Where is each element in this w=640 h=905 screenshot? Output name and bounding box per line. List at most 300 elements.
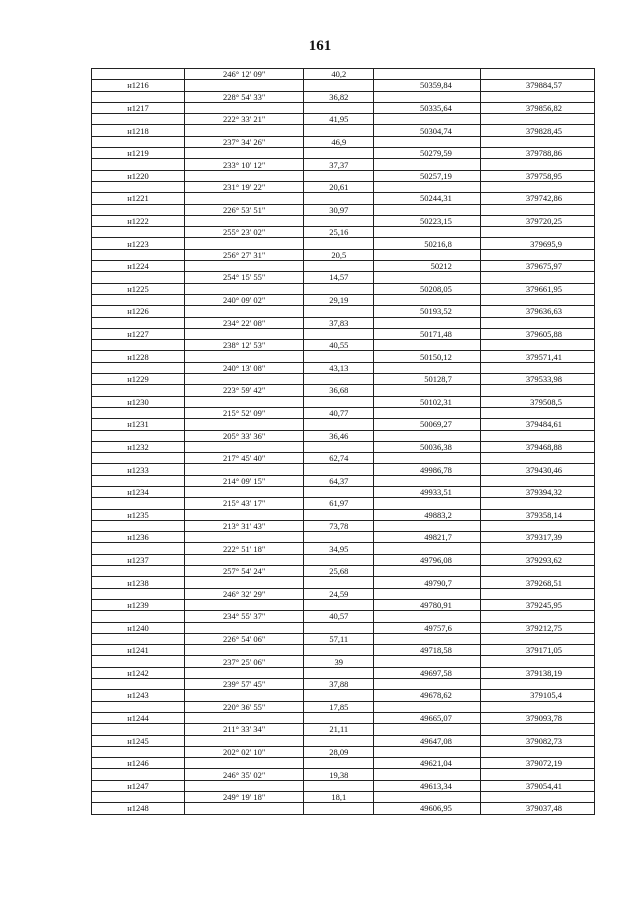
- length-cell: 39: [304, 656, 374, 667]
- bearing-cell: [184, 351, 303, 362]
- x-cell: [374, 407, 481, 418]
- segment-row: [92, 272, 595, 283]
- length-cell: [304, 351, 374, 362]
- bearing-cell: [184, 599, 303, 610]
- segment-row: [92, 724, 595, 735]
- length-cell: [304, 690, 374, 701]
- point-row: [92, 193, 595, 204]
- y-cell: [480, 272, 594, 283]
- x-cell: 49790,7: [374, 577, 481, 588]
- bearing-cell: 240° 13' 08": [184, 362, 303, 373]
- y-cell: [480, 114, 594, 125]
- length-cell: 24,59: [304, 588, 374, 599]
- y-cell: [480, 588, 594, 599]
- point-cell: н1240: [92, 622, 185, 633]
- length-cell: 37,88: [304, 679, 374, 690]
- point-cell: [92, 701, 185, 712]
- bearing-cell: 226° 54' 06": [184, 633, 303, 644]
- length-cell: [304, 306, 374, 317]
- length-cell: 37,37: [304, 159, 374, 170]
- length-cell: 34,95: [304, 543, 374, 554]
- point-cell: [92, 520, 185, 531]
- point-cell: н1245: [92, 735, 185, 746]
- y-cell: 379394,32: [480, 486, 594, 497]
- length-cell: 28,09: [304, 746, 374, 757]
- y-cell: 379171,05: [480, 645, 594, 656]
- length-cell: [304, 622, 374, 633]
- point-cell: [92, 181, 185, 192]
- y-cell: [480, 498, 594, 509]
- x-cell: [374, 520, 481, 531]
- length-cell: 14,57: [304, 272, 374, 283]
- length-cell: 64,37: [304, 475, 374, 486]
- point-row: [92, 464, 595, 475]
- point-cell: [92, 792, 185, 803]
- y-cell: 379508,5: [480, 396, 594, 407]
- point-row: [92, 283, 595, 294]
- y-cell: 379268,51: [480, 577, 594, 588]
- point-cell: [92, 566, 185, 577]
- point-cell: [92, 362, 185, 373]
- bearing-cell: [184, 758, 303, 769]
- bearing-cell: 246° 35' 02": [184, 769, 303, 780]
- x-cell: 50359,84: [374, 80, 481, 91]
- length-cell: 40,57: [304, 611, 374, 622]
- point-cell: н1224: [92, 261, 185, 272]
- bearing-cell: [184, 712, 303, 723]
- y-cell: 379533,98: [480, 374, 594, 385]
- y-cell: 379430,46: [480, 464, 594, 475]
- point-row: [92, 735, 595, 746]
- segment-row: [92, 475, 595, 486]
- point-row: [92, 712, 595, 723]
- y-cell: 379571,41: [480, 351, 594, 362]
- bearing-cell: 215° 52' 09": [184, 407, 303, 418]
- bearing-cell: 237° 25' 06": [184, 656, 303, 667]
- point-row: [92, 532, 595, 543]
- y-cell: 379828,45: [480, 125, 594, 136]
- x-cell: 50193,52: [374, 306, 481, 317]
- length-cell: [304, 102, 374, 113]
- point-cell: [92, 249, 185, 260]
- length-cell: 40,55: [304, 340, 374, 351]
- bearing-cell: 211° 33' 34": [184, 724, 303, 735]
- bearing-cell: 205° 33' 36": [184, 430, 303, 441]
- x-cell: 50208,05: [374, 283, 481, 294]
- x-cell: 50244,31: [374, 193, 481, 204]
- bearing-cell: 213° 31' 43": [184, 520, 303, 531]
- bearing-cell: [184, 283, 303, 294]
- y-cell: [480, 204, 594, 215]
- point-cell: н1223: [92, 238, 185, 249]
- x-cell: [374, 679, 481, 690]
- y-cell: 379468,88: [480, 441, 594, 452]
- bearing-cell: 237° 34' 26": [184, 136, 303, 147]
- point-cell: [92, 679, 185, 690]
- length-cell: [304, 283, 374, 294]
- x-cell: 50150,12: [374, 351, 481, 362]
- length-cell: [304, 758, 374, 769]
- point-row: [92, 780, 595, 791]
- segment-row: [92, 792, 595, 803]
- x-cell: [374, 114, 481, 125]
- length-cell: 19,38: [304, 769, 374, 780]
- segment-row: [92, 136, 595, 147]
- length-cell: 21,11: [304, 724, 374, 735]
- length-cell: [304, 374, 374, 385]
- length-cell: 18,1: [304, 792, 374, 803]
- y-cell: [480, 769, 594, 780]
- y-cell: [480, 407, 594, 418]
- x-cell: [374, 91, 481, 102]
- segment-row: [92, 340, 595, 351]
- segment-row: [92, 114, 595, 125]
- point-cell: н1222: [92, 215, 185, 226]
- point-row: [92, 215, 595, 226]
- x-cell: 50279,59: [374, 148, 481, 159]
- point-cell: [92, 611, 185, 622]
- bearing-cell: 256° 27' 31": [184, 249, 303, 260]
- length-cell: [304, 419, 374, 430]
- point-cell: [92, 317, 185, 328]
- bearing-cell: 246° 12' 09": [184, 69, 303, 80]
- y-cell: 379054,41: [480, 780, 594, 791]
- bearing-cell: [184, 554, 303, 565]
- x-cell: [374, 385, 481, 396]
- table-body: [92, 69, 595, 815]
- y-cell: 379742,86: [480, 193, 594, 204]
- point-cell: н1220: [92, 170, 185, 181]
- segment-row: [92, 679, 595, 690]
- point-cell: [92, 724, 185, 735]
- point-cell: [92, 159, 185, 170]
- y-cell: [480, 430, 594, 441]
- x-cell: [374, 272, 481, 283]
- point-cell: н1226: [92, 306, 185, 317]
- bearing-cell: 222° 51' 18": [184, 543, 303, 554]
- x-cell: 50069,27: [374, 419, 481, 430]
- point-cell: н1233: [92, 464, 185, 475]
- point-cell: [92, 769, 185, 780]
- y-cell: [480, 633, 594, 644]
- y-cell: [480, 136, 594, 147]
- point-cell: н1221: [92, 193, 185, 204]
- bearing-cell: [184, 780, 303, 791]
- segment-row: [92, 294, 595, 305]
- x-cell: 49697,58: [374, 667, 481, 678]
- point-cell: н1216: [92, 80, 185, 91]
- length-cell: 29,19: [304, 294, 374, 305]
- length-cell: [304, 532, 374, 543]
- point-cell: н1227: [92, 328, 185, 339]
- y-cell: [480, 317, 594, 328]
- point-cell: [92, 114, 185, 125]
- segment-row: [92, 520, 595, 531]
- coordinates-table: [91, 68, 595, 815]
- y-cell: 379082,73: [480, 735, 594, 746]
- bearing-cell: [184, 170, 303, 181]
- point-cell: [92, 227, 185, 238]
- bearing-cell: 249° 19' 18": [184, 792, 303, 803]
- segment-row: [92, 249, 595, 260]
- y-cell: 379105,4: [480, 690, 594, 701]
- length-cell: 62,74: [304, 453, 374, 464]
- point-cell: н1217: [92, 102, 185, 113]
- x-cell: 49665,07: [374, 712, 481, 723]
- point-cell: н1243: [92, 690, 185, 701]
- length-cell: [304, 577, 374, 588]
- bearing-cell: 228° 54' 33": [184, 91, 303, 102]
- x-cell: 50102,31: [374, 396, 481, 407]
- y-cell: [480, 475, 594, 486]
- point-cell: н1225: [92, 283, 185, 294]
- x-cell: 49796,08: [374, 554, 481, 565]
- length-cell: [304, 170, 374, 181]
- x-cell: 50304,74: [374, 125, 481, 136]
- x-cell: [374, 430, 481, 441]
- x-cell: 49678,62: [374, 690, 481, 701]
- length-cell: [304, 509, 374, 520]
- length-cell: [304, 712, 374, 723]
- point-cell: [92, 430, 185, 441]
- x-cell: [374, 249, 481, 260]
- y-cell: [480, 91, 594, 102]
- segment-row: [92, 498, 595, 509]
- y-cell: 379093,78: [480, 712, 594, 723]
- x-cell: [374, 362, 481, 373]
- point-row: [92, 645, 595, 656]
- segment-row: [92, 633, 595, 644]
- point-cell: [92, 475, 185, 486]
- length-cell: 20,61: [304, 181, 374, 192]
- point-cell: н1239: [92, 599, 185, 610]
- x-cell: 49606,95: [374, 803, 481, 814]
- x-cell: [374, 340, 481, 351]
- segment-row: [92, 453, 595, 464]
- point-row: [92, 351, 595, 362]
- x-cell: 50223,15: [374, 215, 481, 226]
- y-cell: [480, 340, 594, 351]
- segment-row: [92, 566, 595, 577]
- x-cell: [374, 633, 481, 644]
- point-row: [92, 306, 595, 317]
- bearing-cell: [184, 667, 303, 678]
- bearing-cell: [184, 102, 303, 113]
- length-cell: 36,82: [304, 91, 374, 102]
- point-cell: [92, 453, 185, 464]
- x-cell: [374, 227, 481, 238]
- y-cell: 379317,39: [480, 532, 594, 543]
- bearing-cell: [184, 306, 303, 317]
- segment-row: [92, 204, 595, 215]
- x-cell: [374, 453, 481, 464]
- bearing-cell: 202° 02' 10": [184, 746, 303, 757]
- length-cell: 40,2: [304, 69, 374, 80]
- bearing-cell: [184, 441, 303, 452]
- x-cell: 49718,58: [374, 645, 481, 656]
- segment-row: [92, 159, 595, 170]
- x-cell: [374, 159, 481, 170]
- x-cell: [374, 294, 481, 305]
- x-cell: 50128,7: [374, 374, 481, 385]
- point-cell: н1248: [92, 803, 185, 814]
- length-cell: [304, 667, 374, 678]
- segment-row: [92, 385, 595, 396]
- y-cell: [480, 249, 594, 260]
- bearing-cell: 215° 43' 17": [184, 498, 303, 509]
- bearing-cell: 234° 55' 37": [184, 611, 303, 622]
- bearing-cell: 238° 12' 53": [184, 340, 303, 351]
- x-cell: [374, 769, 481, 780]
- length-cell: 41,95: [304, 114, 374, 125]
- bearing-cell: 239° 57' 45": [184, 679, 303, 690]
- x-cell: [374, 475, 481, 486]
- point-row: [92, 170, 595, 181]
- bearing-cell: [184, 419, 303, 430]
- length-cell: [304, 193, 374, 204]
- length-cell: [304, 125, 374, 136]
- x-cell: 50257,19: [374, 170, 481, 181]
- bearing-cell: [184, 396, 303, 407]
- bearing-cell: 234° 22' 08": [184, 317, 303, 328]
- x-cell: 49613,34: [374, 780, 481, 791]
- y-cell: [480, 543, 594, 554]
- y-cell: [480, 362, 594, 373]
- y-cell: 379605,88: [480, 328, 594, 339]
- length-cell: 25,16: [304, 227, 374, 238]
- x-cell: 49647,08: [374, 735, 481, 746]
- point-row: [92, 328, 595, 339]
- y-cell: [480, 227, 594, 238]
- length-cell: 25,68: [304, 566, 374, 577]
- y-cell: [480, 566, 594, 577]
- point-row: [92, 509, 595, 520]
- point-cell: н1234: [92, 486, 185, 497]
- point-cell: [92, 498, 185, 509]
- point-cell: н1241: [92, 645, 185, 656]
- y-cell: 379293,62: [480, 554, 594, 565]
- bearing-cell: [184, 532, 303, 543]
- length-cell: [304, 441, 374, 452]
- bearing-cell: [184, 125, 303, 136]
- point-row: [92, 441, 595, 452]
- length-cell: 17,85: [304, 701, 374, 712]
- segment-row: [92, 430, 595, 441]
- segment-row: [92, 611, 595, 622]
- length-cell: 30,97: [304, 204, 374, 215]
- point-cell: [92, 294, 185, 305]
- length-cell: 37,83: [304, 317, 374, 328]
- y-cell: [480, 520, 594, 531]
- y-cell: 379072,19: [480, 758, 594, 769]
- segment-row: [92, 69, 595, 80]
- length-cell: [304, 215, 374, 226]
- bearing-cell: [184, 622, 303, 633]
- point-cell: [92, 656, 185, 667]
- point-row: [92, 554, 595, 565]
- x-cell: [374, 317, 481, 328]
- point-row: [92, 125, 595, 136]
- point-cell: [92, 272, 185, 283]
- bearing-cell: [184, 328, 303, 339]
- x-cell: 49821,7: [374, 532, 481, 543]
- point-cell: [92, 385, 185, 396]
- segment-row: [92, 362, 595, 373]
- segment-row: [92, 701, 595, 712]
- length-cell: 46,9: [304, 136, 374, 147]
- bearing-cell: [184, 690, 303, 701]
- point-cell: [92, 340, 185, 351]
- bearing-cell: [184, 193, 303, 204]
- point-cell: [92, 204, 185, 215]
- x-cell: 50335,64: [374, 102, 481, 113]
- segment-row: [92, 227, 595, 238]
- segment-row: [92, 91, 595, 102]
- point-row: [92, 148, 595, 159]
- segment-row: [92, 588, 595, 599]
- point-cell: н1242: [92, 667, 185, 678]
- x-cell: [374, 498, 481, 509]
- y-cell: [480, 656, 594, 667]
- point-row: [92, 261, 595, 272]
- bearing-cell: [184, 148, 303, 159]
- bearing-cell: 223° 59' 42": [184, 385, 303, 396]
- bearing-cell: 220° 36' 55": [184, 701, 303, 712]
- point-row: [92, 238, 595, 249]
- x-cell: 49780,91: [374, 599, 481, 610]
- y-cell: 379245,95: [480, 599, 594, 610]
- length-cell: [304, 645, 374, 656]
- y-cell: 379037,48: [480, 803, 594, 814]
- point-cell: н1236: [92, 532, 185, 543]
- point-cell: н1235: [92, 509, 185, 520]
- y-cell: 379358,14: [480, 509, 594, 520]
- bearing-cell: [184, 486, 303, 497]
- length-cell: [304, 238, 374, 249]
- y-cell: [480, 724, 594, 735]
- x-cell: [374, 656, 481, 667]
- length-cell: [304, 396, 374, 407]
- x-cell: [374, 701, 481, 712]
- bearing-cell: [184, 238, 303, 249]
- x-cell: [374, 746, 481, 757]
- length-cell: [304, 328, 374, 339]
- x-cell: 49933,51: [374, 486, 481, 497]
- segment-row: [92, 656, 595, 667]
- bearing-cell: [184, 215, 303, 226]
- point-row: [92, 577, 595, 588]
- x-cell: [374, 69, 481, 80]
- length-cell: 36,46: [304, 430, 374, 441]
- length-cell: [304, 554, 374, 565]
- x-cell: [374, 588, 481, 599]
- point-cell: [92, 136, 185, 147]
- x-cell: [374, 181, 481, 192]
- y-cell: 379884,57: [480, 80, 594, 91]
- length-cell: [304, 780, 374, 791]
- bearing-cell: [184, 577, 303, 588]
- point-cell: н1246: [92, 758, 185, 769]
- point-row: [92, 622, 595, 633]
- y-cell: 379675,97: [480, 261, 594, 272]
- y-cell: [480, 69, 594, 80]
- bearing-cell: [184, 374, 303, 385]
- y-cell: [480, 181, 594, 192]
- y-cell: [480, 679, 594, 690]
- bearing-cell: [184, 803, 303, 814]
- point-row: [92, 803, 595, 814]
- point-cell: [92, 69, 185, 80]
